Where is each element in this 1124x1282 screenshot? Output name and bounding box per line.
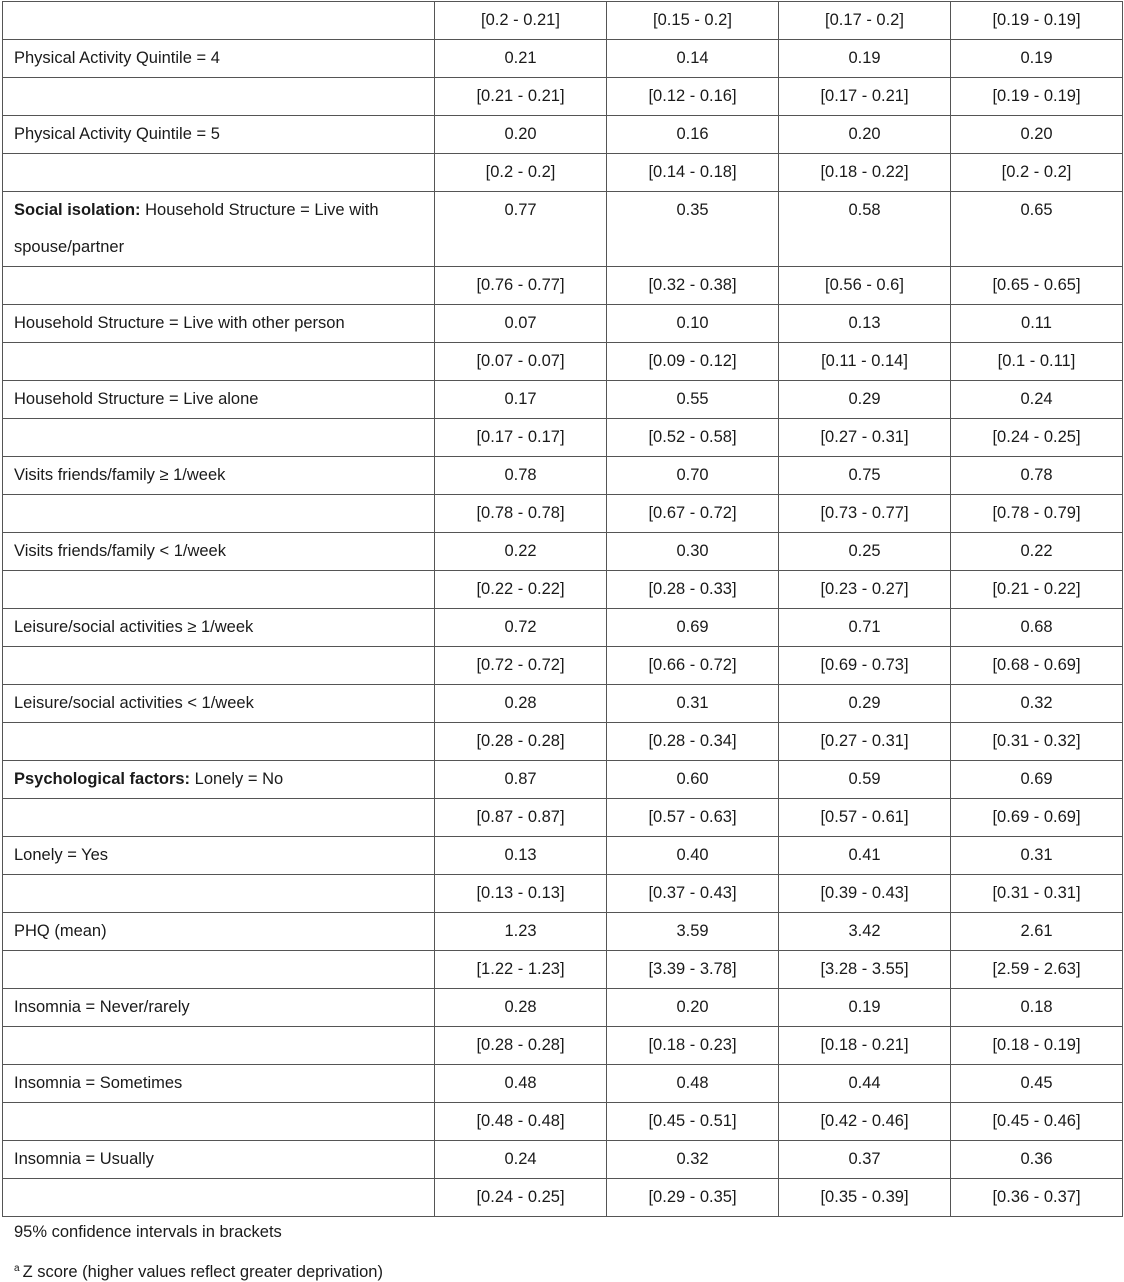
value-cell: [0.17 - 0.2]: [779, 2, 951, 40]
value-cell: 0.21: [435, 40, 607, 78]
value-cell: 0.55: [607, 381, 779, 419]
row-label-cell: [3, 1141, 435, 1179]
row-label: Lonely = Yes: [14, 846, 109, 864]
value-cell: [0.31 - 0.31]: [951, 875, 1123, 913]
row-label-cell: [3, 533, 435, 571]
table-row: [3, 723, 1123, 761]
value-cell: [0.37 - 0.43]: [607, 875, 779, 913]
footnote-marker: a: [14, 1263, 20, 1274]
value-cell: 0.70: [607, 457, 779, 495]
value-cell: [0.19 - 0.19]: [951, 78, 1123, 116]
value-cell: [0.2 - 0.2]: [951, 154, 1123, 192]
value-cell: [0.48 - 0.48]: [435, 1103, 607, 1141]
value-cell: [0.2 - 0.2]: [435, 154, 607, 192]
value-cell: 0.41: [779, 837, 951, 875]
value-cell: [0.69 - 0.69]: [951, 799, 1123, 837]
table-row: [3, 989, 1123, 1027]
value-cell: 0.28: [435, 685, 607, 723]
value-cell: 0.20: [435, 116, 607, 154]
row-label-cell: [3, 495, 435, 533]
row-label: Household Structure = Live alone: [14, 390, 259, 408]
value-cell: 0.60: [607, 761, 779, 799]
section-heading: Social isolation:: [14, 201, 141, 219]
value-cell: 0.24: [951, 381, 1123, 419]
value-cell: [0.27 - 0.31]: [779, 419, 951, 457]
value-cell: [0.18 - 0.19]: [951, 1027, 1123, 1065]
value-cell: [0.45 - 0.51]: [607, 1103, 779, 1141]
value-cell: [0.28 - 0.28]: [435, 723, 607, 761]
value-cell: [0.11 - 0.14]: [779, 343, 951, 381]
value-cell: 0.48: [607, 1065, 779, 1103]
value-cell: 0.20: [951, 116, 1123, 154]
row-label-cell: [3, 1179, 435, 1217]
value-cell: [3.28 - 3.55]: [779, 951, 951, 989]
value-cell: 0.45: [951, 1065, 1123, 1103]
row-label-cell: [3, 381, 435, 419]
table-row: [3, 875, 1123, 913]
value-cell: [0.09 - 0.12]: [607, 343, 779, 381]
row-label-cell: [3, 419, 435, 457]
value-cell: 0.24: [435, 1141, 607, 1179]
value-cell: 0.28: [435, 989, 607, 1027]
row-label-cell: [3, 40, 435, 78]
value-cell: [0.35 - 0.39]: [779, 1179, 951, 1217]
table-row: [3, 1027, 1123, 1065]
row-label: PHQ (mean): [14, 922, 107, 940]
value-cell: [0.45 - 0.46]: [951, 1103, 1123, 1141]
row-label-cell: [3, 116, 435, 154]
value-cell: [0.18 - 0.22]: [779, 154, 951, 192]
table-row: [3, 78, 1123, 116]
value-cell: 0.19: [779, 989, 951, 1027]
value-cell: [0.32 - 0.38]: [607, 267, 779, 305]
table-row: [3, 381, 1123, 419]
row-label-cell: [3, 685, 435, 723]
value-cell: 0.40: [607, 837, 779, 875]
value-cell: 0.71: [779, 609, 951, 647]
row-label: Insomnia = Sometimes: [14, 1074, 183, 1092]
value-cell: 0.19: [951, 40, 1123, 78]
value-cell: [2.59 - 2.63]: [951, 951, 1123, 989]
value-cell: 3.42: [779, 913, 951, 951]
ci-footnote-text: 95% confidence intervals in brackets: [14, 1223, 282, 1241]
value-cell: [0.52 - 0.58]: [607, 419, 779, 457]
value-cell: [0.17 - 0.21]: [779, 78, 951, 116]
row-label-cell: [3, 723, 435, 761]
value-cell: [0.12 - 0.16]: [607, 78, 779, 116]
value-cell: 3.59: [607, 913, 779, 951]
row-label-cell: [3, 951, 435, 989]
value-cell: 0.72: [435, 609, 607, 647]
table-row: [3, 685, 1123, 723]
ci-footnote: [14, 1222, 282, 1242]
value-cell: [0.2 - 0.21]: [435, 2, 607, 40]
zscore-footnote: [14, 1259, 383, 1282]
row-label-cell: [3, 1103, 435, 1141]
value-cell: [0.14 - 0.18]: [607, 154, 779, 192]
value-cell: 1.23: [435, 913, 607, 951]
value-cell: 2.61: [951, 913, 1123, 951]
value-cell: [0.28 - 0.34]: [607, 723, 779, 761]
row-label: Visits friends/family ≥ 1/week: [14, 466, 226, 484]
row-label-cell: [3, 875, 435, 913]
value-cell: [0.31 - 0.32]: [951, 723, 1123, 761]
value-cell: 0.18: [951, 989, 1123, 1027]
value-cell: 0.87: [435, 761, 607, 799]
value-cell: [0.21 - 0.22]: [951, 571, 1123, 609]
value-cell: 0.59: [779, 761, 951, 799]
row-label: Insomnia = Never/rarely: [14, 998, 190, 1016]
row-label: Leisure/social activities < 1/week: [14, 694, 254, 712]
row-label: Leisure/social activities ≥ 1/week: [14, 618, 254, 636]
table-row: [3, 419, 1123, 457]
value-cell: 0.14: [607, 40, 779, 78]
table-row: [3, 192, 1123, 267]
value-cell: 0.31: [951, 837, 1123, 875]
value-cell: 0.37: [779, 1141, 951, 1179]
row-label-cell: [3, 267, 435, 305]
table-row: [3, 495, 1123, 533]
value-cell: [0.57 - 0.61]: [779, 799, 951, 837]
value-cell: [0.15 - 0.2]: [607, 2, 779, 40]
value-cell: [0.67 - 0.72]: [607, 495, 779, 533]
row-label: Physical Activity Quintile = 5: [14, 125, 220, 143]
value-cell: [0.57 - 0.63]: [607, 799, 779, 837]
value-cell: 0.19: [779, 40, 951, 78]
value-cell: 0.65: [951, 192, 1123, 267]
table-row: [3, 40, 1123, 78]
table-row: [3, 913, 1123, 951]
table-row: [3, 609, 1123, 647]
table-row: [3, 116, 1123, 154]
table-row: [3, 343, 1123, 381]
row-label-cell: [3, 305, 435, 343]
value-cell: [0.28 - 0.33]: [607, 571, 779, 609]
results-table: [2, 1, 1123, 1217]
row-label-cell: [3, 989, 435, 1027]
value-cell: [0.36 - 0.37]: [951, 1179, 1123, 1217]
value-cell: 0.22: [951, 533, 1123, 571]
value-cell: [0.87 - 0.87]: [435, 799, 607, 837]
value-cell: 0.69: [607, 609, 779, 647]
row-label: Lonely = No: [190, 770, 284, 788]
table-row: [3, 305, 1123, 343]
value-cell: [0.65 - 0.65]: [951, 267, 1123, 305]
row-label-cell: [3, 609, 435, 647]
value-cell: [0.42 - 0.46]: [779, 1103, 951, 1141]
value-cell: [0.13 - 0.13]: [435, 875, 607, 913]
row-label: Household Structure = Live with other person: [14, 314, 345, 332]
row-label-cell: [3, 647, 435, 685]
value-cell: [0.24 - 0.25]: [951, 419, 1123, 457]
value-cell: [0.56 - 0.6]: [779, 267, 951, 305]
value-cell: 0.13: [435, 837, 607, 875]
value-cell: [3.39 - 3.78]: [607, 951, 779, 989]
table-row: [3, 1065, 1123, 1103]
table-row: [3, 647, 1123, 685]
value-cell: [0.22 - 0.22]: [435, 571, 607, 609]
table-row: [3, 951, 1123, 989]
table-row: [3, 2, 1123, 40]
value-cell: 0.58: [779, 192, 951, 267]
value-cell: 0.29: [779, 685, 951, 723]
table-row: [3, 799, 1123, 837]
value-cell: [0.24 - 0.25]: [435, 1179, 607, 1217]
value-cell: 0.35: [607, 192, 779, 267]
row-label: Visits friends/family < 1/week: [14, 542, 226, 560]
table-row: [3, 533, 1123, 571]
value-cell: 0.30: [607, 533, 779, 571]
value-cell: 0.07: [435, 305, 607, 343]
value-cell: [0.17 - 0.17]: [435, 419, 607, 457]
value-cell: [0.1 - 0.11]: [951, 343, 1123, 381]
row-label-cell: [3, 571, 435, 609]
value-cell: 0.78: [435, 457, 607, 495]
value-cell: [0.18 - 0.23]: [607, 1027, 779, 1065]
value-cell: 0.16: [607, 116, 779, 154]
value-cell: 0.77: [435, 192, 607, 267]
value-cell: [0.78 - 0.79]: [951, 495, 1123, 533]
value-cell: [0.18 - 0.21]: [779, 1027, 951, 1065]
value-cell: 0.17: [435, 381, 607, 419]
value-cell: [0.73 - 0.77]: [779, 495, 951, 533]
value-cell: 0.10: [607, 305, 779, 343]
value-cell: 0.25: [779, 533, 951, 571]
row-label-cell: [3, 837, 435, 875]
row-label-cell: [3, 799, 435, 837]
value-cell: 0.68: [951, 609, 1123, 647]
value-cell: [0.76 - 0.77]: [435, 267, 607, 305]
value-cell: 0.29: [779, 381, 951, 419]
value-cell: 0.75: [779, 457, 951, 495]
table-row: [3, 267, 1123, 305]
row-label-cell: [3, 761, 435, 799]
row-label-cell: [3, 192, 435, 267]
value-cell: 0.20: [607, 989, 779, 1027]
table-row: [3, 837, 1123, 875]
row-label-cell: [3, 343, 435, 381]
value-cell: [0.68 - 0.69]: [951, 647, 1123, 685]
value-cell: [0.39 - 0.43]: [779, 875, 951, 913]
value-cell: 0.11: [951, 305, 1123, 343]
row-label: Household Structure = Live with spouse/partner: [14, 201, 379, 256]
value-cell: [0.27 - 0.31]: [779, 723, 951, 761]
row-label-cell: [3, 154, 435, 192]
table-row: [3, 761, 1123, 799]
table-row: [3, 1103, 1123, 1141]
section-heading: Psychological factors:: [14, 770, 191, 788]
table-row: [3, 1179, 1123, 1217]
row-label: Physical Activity Quintile = 4: [14, 49, 220, 67]
table-row: [3, 457, 1123, 495]
table-row: [3, 1141, 1123, 1179]
row-label-cell: [3, 78, 435, 116]
value-cell: 0.20: [779, 116, 951, 154]
row-label: Insomnia = Usually: [14, 1150, 154, 1168]
table-row: [3, 154, 1123, 192]
value-cell: [0.07 - 0.07]: [435, 343, 607, 381]
value-cell: [0.23 - 0.27]: [779, 571, 951, 609]
row-label-cell: [3, 2, 435, 40]
table-body: [3, 2, 1123, 1217]
value-cell: [0.69 - 0.73]: [779, 647, 951, 685]
value-cell: 0.22: [435, 533, 607, 571]
value-cell: [0.19 - 0.19]: [951, 2, 1123, 40]
value-cell: [0.66 - 0.72]: [607, 647, 779, 685]
value-cell: 0.13: [779, 305, 951, 343]
value-cell: 0.32: [607, 1141, 779, 1179]
table-row: [3, 571, 1123, 609]
value-cell: 0.69: [951, 761, 1123, 799]
value-cell: 0.31: [607, 685, 779, 723]
value-cell: 0.36: [951, 1141, 1123, 1179]
value-cell: 0.48: [435, 1065, 607, 1103]
value-cell: [0.21 - 0.21]: [435, 78, 607, 116]
value-cell: [0.72 - 0.72]: [435, 647, 607, 685]
row-label-cell: [3, 913, 435, 951]
value-cell: [0.29 - 0.35]: [607, 1179, 779, 1217]
value-cell: [0.78 - 0.78]: [435, 495, 607, 533]
value-cell: [0.28 - 0.28]: [435, 1027, 607, 1065]
value-cell: [1.22 - 1.23]: [435, 951, 607, 989]
row-label-cell: [3, 1065, 435, 1103]
row-label-cell: [3, 1027, 435, 1065]
value-cell: 0.44: [779, 1065, 951, 1103]
zscore-footnote-text: Z score (higher values reflect greater deprivation): [22, 1263, 383, 1281]
row-label-cell: [3, 457, 435, 495]
value-cell: 0.32: [951, 685, 1123, 723]
value-cell: 0.78: [951, 457, 1123, 495]
